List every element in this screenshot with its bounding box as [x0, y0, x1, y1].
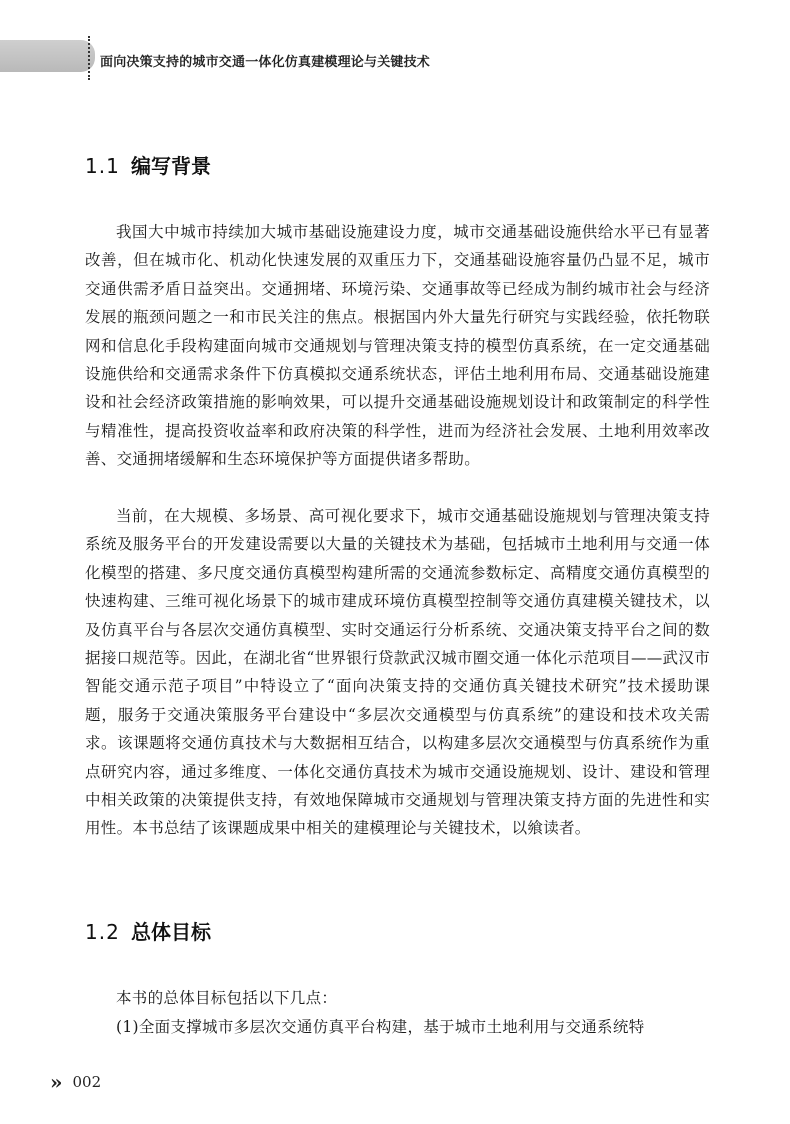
section-heading-1-2	[85, 916, 211, 945]
paragraph-goals-item-1: (1)全面支撑城市多层次交通仿真平台构建，基于城市土地利用与交通系统特	[116, 1018, 645, 1036]
paragraph-goals-intro: 本书的总体目标包括以下几点：	[116, 989, 338, 1007]
double-chevron-icon: »	[50, 1070, 63, 1094]
paragraph-background-2: 当前，在大规模、多场景、高可视化要求下，城市交通基础设施规划与管理决策支持系统及服务平台的开发建设需要以大量的关键技术为基础，包括城市土地利用与交通一体化模型的搭建、多尺度交通仿真模型构建所需的交通流参数标定、高精度交通仿真模型的快速构建、三维可视化场景下的城市建成环境仿真模型控制等交通仿真建模关键技术，以及仿真平台与各层次交通仿真模型、实时交通运行分析系统、交通决策支持平台之间的数据接口规范等。因此，在湖北省“世界银行贷款武汉城市圈交通一体化示范项目——武汉市智能交通示范子项目”中特设立了“面向决策支持的交通仿真关键技术研究”技术援助课题，服务于交通决策服务平台建设中“多层次交通模型与仿真系统”的建设和技术攻关需求。该课题将交通仿真技术与大数据相互结合，以构建多层次交通模型与仿真系统作为重点研究内容，通过多维度、一体化交通仿真技术为城市交通设施规划、设计、建设和管理中相关政策的决策提供支持，有效地保障城市交通规划与管理决策支持方面的先进性和实用性。本书总结了该课题成果中相关的建模理论与关键技术，以飨读者。	[85, 507, 710, 838]
page-footer	[50, 1070, 101, 1094]
section-number: 1.1	[85, 154, 120, 178]
running-header	[0, 30, 790, 82]
header-dotted-divider	[88, 36, 90, 80]
paragraph-background-1: 我国大中城市持续加大城市基础设施建设力度，城市交通基础设施供给水平已有显著改善，但在城市化、机动化快速发展的双重压力下，交通基础设施容量仍凸显不足，城市交通供需矛盾日益突出。交通拥堵、环境污染、交通事故等已经成为制约城市社会与经济发展的瓶颈问题之一和市民关注的焦点。根据国内外大量先行研究与实践经验，依托物联网和信息化手段构建面向城市交通规划与管理决策支持的模型仿真系统，在一定交通基础设施供给和交通需求条件下仿真模拟交通系统状态，评估土地利用布局、交通基础设施建设和社会经济政策措施的影响效果，可以提升交通基础设施规划设计和政策制定的科学性与精准性，提高投资收益率和政府决策的科学性，进而为经济社会发展、土地利用效率改善、交通拥堵缓解和生态环境保护等方面提供诸多帮助。	[85, 223, 710, 469]
section-title: 编写背景	[131, 154, 211, 178]
section-heading-1-1	[85, 150, 211, 179]
section-number: 1.2	[85, 920, 120, 944]
page-number: 002	[72, 1073, 102, 1091]
header-tab-decoration	[0, 40, 95, 72]
section-title: 总体目标	[131, 920, 211, 944]
running-title: 面向决策支持的城市交通一体化仿真建模理论与关键技术	[100, 55, 431, 70]
